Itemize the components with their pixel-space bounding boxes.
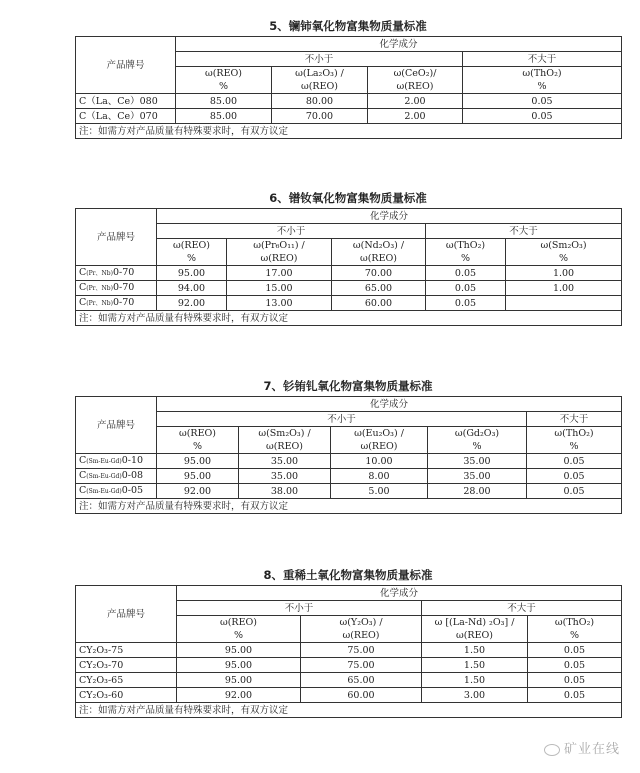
table-7 bbox=[75, 396, 622, 514]
col-header: ω(REO) % bbox=[176, 67, 272, 94]
col-header: ω(ThO₂) % bbox=[426, 239, 506, 266]
col-header: ω(REO) % bbox=[157, 427, 239, 454]
not-more-header: 不大于 bbox=[527, 412, 622, 427]
col-header: ω(Sm₂O₃) % bbox=[506, 239, 622, 266]
table-8 bbox=[75, 585, 622, 718]
table-row: CY₂O₃-75 95.00 75.00 1.50 0.05 bbox=[76, 643, 622, 658]
table-note: 注：如需方对产品质量有特殊要求时，有双方议定 bbox=[76, 703, 622, 718]
table-row: C(Sm-Eu-Gd)0-05 92.00 38.00 5.00 28.00 0.05 bbox=[76, 484, 622, 499]
table-8-section bbox=[75, 568, 621, 718]
table-row: C（La、Ce）070 85.00 70.00 2.00 0.05 bbox=[76, 109, 622, 124]
not-less-header: 不小于 bbox=[157, 412, 527, 427]
chem-header: 化学成分 bbox=[157, 397, 622, 412]
col-header: ω(Nd₂O₃) / ω(REO) bbox=[332, 239, 426, 266]
table-note: 注：如需方对产品质量有特殊要求时，有双方议定 bbox=[76, 124, 622, 139]
not-more-header: 不大于 bbox=[422, 601, 622, 616]
not-less-header: 不小于 bbox=[157, 224, 426, 239]
table-6-title: 6、镨钕氧化物富集物质量标准 bbox=[269, 191, 427, 205]
table-row: CY₂O₃-70 95.00 75.00 1.50 0.05 bbox=[76, 658, 622, 673]
table-row: CY₂O₃-60 92.00 60.00 3.00 0.05 bbox=[76, 688, 622, 703]
col-header: ω(Sm₂O₃) / ω(REO) bbox=[239, 427, 331, 454]
chem-header: 化学成分 bbox=[177, 586, 622, 601]
col-header: ω(La₂O₃) / ω(REO) bbox=[272, 67, 368, 94]
table-6 bbox=[75, 208, 622, 326]
table-row: C（La、Ce）080 85.00 80.00 2.00 0.05 bbox=[76, 94, 622, 109]
table-row: C(Pr、Nb)0-70 94.00 15.00 65.00 0.05 1.00 bbox=[76, 281, 622, 296]
product-header: 产品牌号 bbox=[76, 397, 157, 454]
table-note: 注：如需方对产品质量有特殊要求时，有双方议定 bbox=[76, 311, 622, 326]
table-6-section bbox=[75, 191, 621, 326]
table-8-title: 8、重稀土氧化物富集物质量标准 bbox=[263, 568, 433, 582]
watermark: 矿业在线 bbox=[544, 738, 620, 757]
table-row: C(Sm-Eu-Gd)0-08 95.00 35.00 8.00 35.00 0.05 bbox=[76, 469, 622, 484]
table-7-title: 7、钐铕钆氧化物富集物质量标准 bbox=[263, 379, 433, 393]
col-header: ω(Gd₂O₃) % bbox=[428, 427, 527, 454]
table-row: C(Pr、Nb)0-70 95.00 17.00 70.00 0.05 1.00 bbox=[76, 266, 622, 281]
table-7-section bbox=[75, 379, 621, 514]
col-header: ω(ThO₂) % bbox=[463, 67, 622, 94]
col-header: ω [(La-Nd) ₂O₃] / ω(REO) bbox=[422, 616, 528, 643]
col-header: ω(ThO₂) % bbox=[528, 616, 622, 643]
table-note: 注：如需方对产品质量有特殊要求时，有双方议定 bbox=[76, 499, 622, 514]
table-5-section bbox=[75, 19, 621, 139]
product-header: 产品牌号 bbox=[76, 37, 176, 94]
col-header: ω(Pr₆O₁₁) / ω(REO) bbox=[227, 239, 332, 266]
col-header: ω(ThO₂) % bbox=[527, 427, 622, 454]
not-more-header: 不大于 bbox=[463, 52, 622, 67]
table-row: C(Pr、Nb)0-70 92.00 13.00 60.00 0.05 bbox=[76, 296, 622, 311]
product-header: 产品牌号 bbox=[76, 586, 177, 643]
table-row: C(Sm-Eu-Gd)0-10 95.00 35.00 10.00 35.00 0.05 bbox=[76, 454, 622, 469]
table-row: CY₂O₃-65 95.00 65.00 1.50 0.05 bbox=[76, 673, 622, 688]
wechat-icon bbox=[544, 744, 560, 756]
chem-header: 化学成分 bbox=[176, 37, 622, 52]
product-header: 产品牌号 bbox=[76, 209, 157, 266]
not-more-header: 不大于 bbox=[426, 224, 622, 239]
col-header: ω(Y₂O₃) / ω(REO) bbox=[301, 616, 422, 643]
table-5-title: 5、镧铈氧化物富集物质量标准 bbox=[269, 19, 427, 33]
not-less-header: 不小于 bbox=[176, 52, 463, 67]
col-header: ω(REO) % bbox=[157, 239, 227, 266]
table-5 bbox=[75, 36, 622, 139]
col-header: ω(CeO₂)/ ω(REO) bbox=[368, 67, 463, 94]
chem-header: 化学成分 bbox=[157, 209, 622, 224]
col-header: ω(Eu₂O₃) / ω(REO) bbox=[331, 427, 428, 454]
col-header: ω(REO) % bbox=[177, 616, 301, 643]
not-less-header: 不小于 bbox=[177, 601, 422, 616]
